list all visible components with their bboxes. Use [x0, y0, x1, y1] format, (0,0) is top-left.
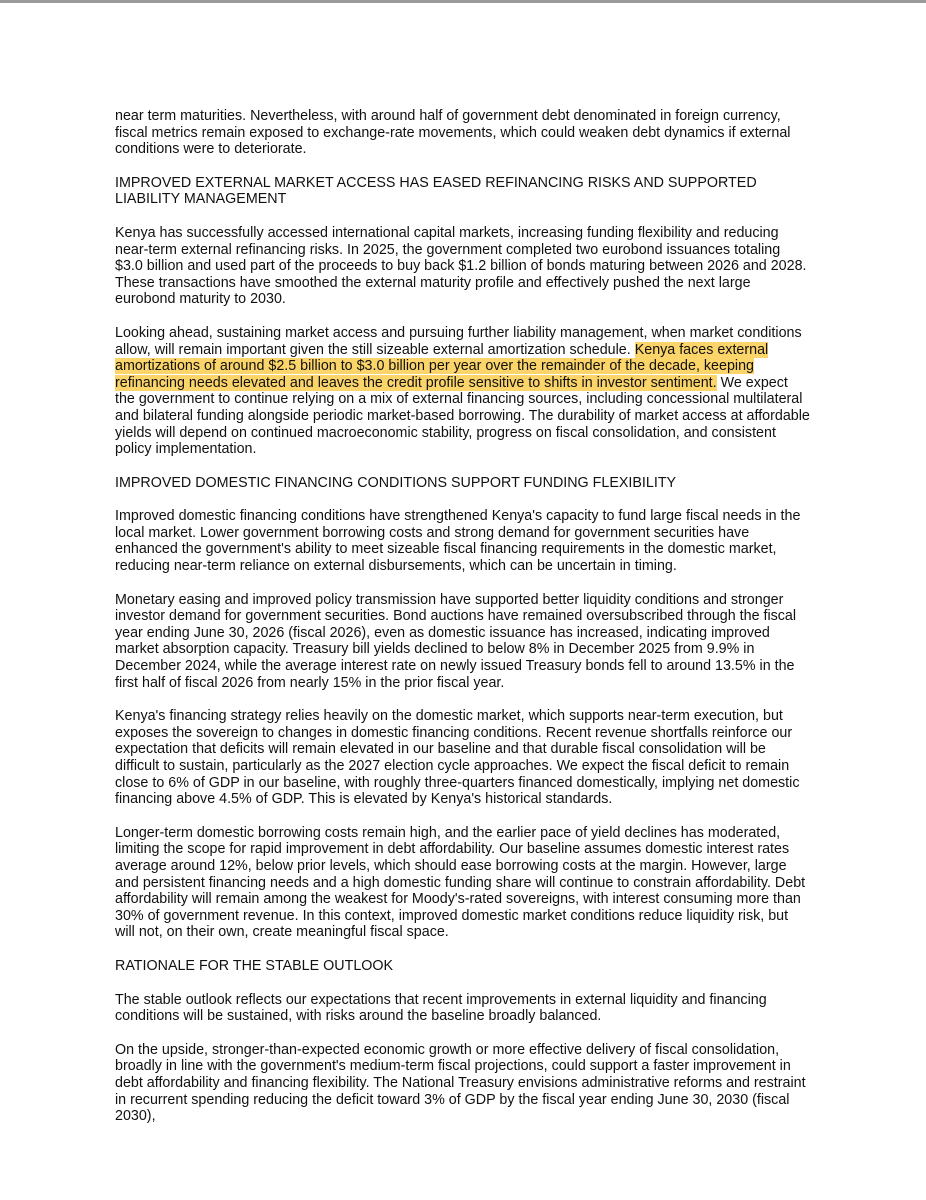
- document-page: [115, 108, 810, 1142]
- paragraph-continuation: near term maturities. Nevertheless, with around half of government debt denominated in foreign currency, fiscal metrics remain exposed to exchange-rate movements, which could weaken debt dynamics if external conditions were to deteriorate.: [115, 108, 791, 158]
- section-heading-domestic-financing: IMPROVED DOMESTIC FINANCING CONDITIONS SUPPORT FUNDING FLEXIBILITY: [115, 474, 677, 491]
- page-top-border: [0, 0, 926, 3]
- text-after-highlight: We expect the government to continue relying on a mix of external financing sources, including concessional multilateral and bilateral funding alongside periodic market-based borrowing. The durability of market access at affordable yields will depend on continued macroeconomic stability, progress on fiscal consolidation, and consistent policy implementation.: [115, 374, 810, 458]
- paragraph-upside: On the upside, stronger-than-expected economic growth or more effective delivery of fiscal consolidation, broadly in line with the government's medium-term fiscal projections, could support a faster improvement in debt affordability and financing flexibility. The National Treasury envisions administrative reforms and restraint in recurrent spending reducing the deficit toward 3% of GDP by the fiscal year ending June 30, 2030 (fiscal 2030),: [115, 1041, 806, 1125]
- section-heading-external-market: IMPROVED EXTERNAL MARKET ACCESS HAS EASED REFINANCING RISKS AND SUPPORTED LIABILITY MANAGEMENT: [115, 174, 757, 208]
- paragraph-borrowing-costs: Longer-term domestic borrowing costs remain high, and the earlier pace of yield declines has moderated, limiting the scope for rapid improvement in debt affordability. Our baseline assumes domestic interest rates average around 12%, below prior levels, which should ease borrowing costs at the margin. However, large and persistent financing needs and a high domestic funding share will continue to constrain affordability. Debt affordability will remain among the weakest for Moody's-rated sovereigns, with interest consuming more than 30% of government revenue. In this context, improved domestic market conditions reduce liquidity risk, but will not, on their own, create meaningful fiscal space.: [115, 824, 806, 941]
- paragraph-market-access: Kenya has successfully accessed international capital markets, increasing funding flexibility and reducing near-term external refinancing risks. In 2025, the government completed two eurobond issuances totaling $3.0 billion and used part of the proceeds to buy back $1.2 billion of bonds maturing between 2026 and 2028. These transactions have smoothed the external maturity profile and effectively pushed the next large eurobond maturity to 2030.: [115, 224, 807, 308]
- paragraph-stable-outlook: The stable outlook reflects our expectations that recent improvements in external liquidity and financing conditions will be sustained, with risks around the baseline broadly balanced.: [115, 991, 767, 1025]
- paragraph-monetary-easing: Monetary easing and improved policy transmission have supported better liquidity conditions and stronger investor demand for government securities. Bond auctions have remained oversubscribed through the fiscal year ending June 30, 2026 (fiscal 2026), even as domestic issuance has increased, indicating improved market absorption capacity. Treasury bill yields declined to below 8% in December 2025 from 9.9% in December 2024, while the average interest rate on newly issued Treasury bonds fell to around 13.5% in the first half of fiscal 2026 from nearly 15% in the prior fiscal year.: [115, 591, 797, 691]
- section-heading-stable-outlook: RATIONALE FOR THE STABLE OUTLOOK: [115, 957, 394, 974]
- paragraph-looking-ahead: [115, 325, 810, 458]
- text-before-highlight: Looking ahead, sustaining market access and pursuing further liability management, when market conditions allow, will remain important given the still sizeable external amortization schedule.: [115, 324, 802, 358]
- paragraph-domestic-conditions: Improved domestic financing conditions have strengthened Kenya's capacity to fund large fiscal needs in the local market. Lower government borrowing costs and strong demand for government securities have enhanced the government's ability to meet sizeable fiscal financing requirements in the domestic market, reducing near-term reliance on external disbursements, which can be uncertain in timing.: [115, 508, 801, 575]
- highlighted-text: Kenya faces external amortizations of around $2.5 billion to $3.0 billion per year over the remainder of the decade, keeping refinancing needs elevated and leaves the credit profile sensitive to shifts in investor sentiment.: [115, 341, 769, 391]
- paragraph-financing-strategy: Kenya's financing strategy relies heavily on the domestic market, which supports near-term execution, but exposes the sovereign to changes in domestic financing conditions. Recent revenue shortfalls reinforce our expectation that deficits will remain elevated in our baseline and that durable fiscal consolidation will be difficult to sustain, particularly as the 2027 election cycle approaches. We expect the fiscal deficit to remain close to 6% of GDP in our baseline, with roughly three-quarters financed domestically, implying net domestic financing above 4.5% of GDP. This is elevated by Kenya's historical standards.: [115, 708, 800, 808]
